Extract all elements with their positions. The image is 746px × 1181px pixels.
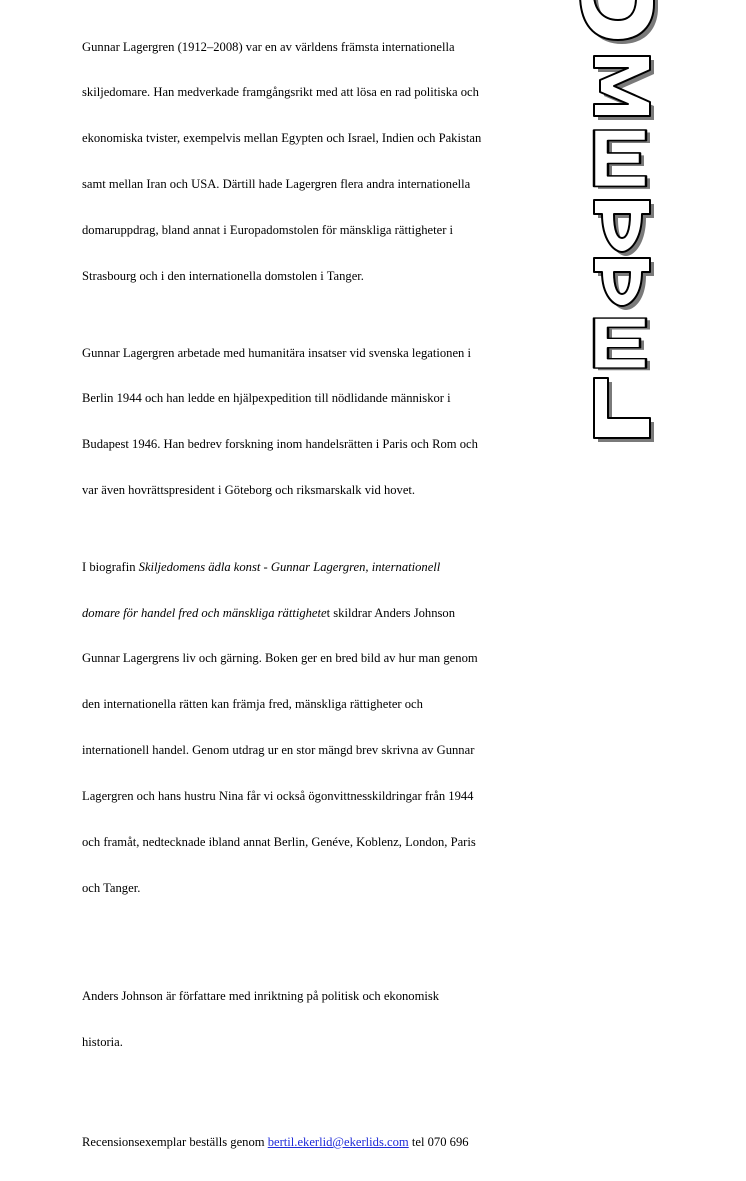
text-line: och framåt, nedtecknade ibland annat Berlin, Genéve, Koblenz, London, Paris [82,835,476,850]
text-fragment: t skildrar Anders Johnson [326,605,456,620]
bio-paragraph-1 [82,9,572,315]
book-title-continued: domare för handel fred och mänskliga rättighete [82,605,327,620]
text-line: historia. [82,1035,123,1050]
text-line: Berlin 1944 och han ledde en hjälpexpedition till nödlidande människor i [82,391,451,406]
text-line: Budapest 1946. Han bedrev forskning inom handelsrätten i Paris och Rom och [82,437,478,452]
text-line: var även hovrättspresident i Göteborg och riksmarskalk vid hovet. [82,483,416,498]
text-line: domaruppdrag, bland annat i Europadomstolen för mänskliga rättigheter i [82,223,454,238]
book-title: Skiljedomens ädla konst - Gunnar Lagergren, internationell [138,559,441,574]
text-line: Anders Johnson är författare med inriktning på politisk och ekonomisk [82,989,440,1004]
text-line: skiljedomare. Han medverkade framgångsrikt med att lösa en rad politiska och [82,85,479,100]
text-line [82,560,572,575]
text-fragment: Recensionsexemplar beställs genom [82,1134,268,1149]
spacer [82,927,572,959]
text-line: internationell handel. Genom utdrag ur en stor mängd brev skrivna av Gunnar [82,743,475,758]
text-line: Lagergren och hans hustru Nina får vi också ögonvittnesskildringar från 1944 [82,789,474,804]
text-line: och Tanger. [82,880,141,895]
text-line: samt mellan Iran och USA. Därtill hade Lagergren flera andra internationella [82,177,471,192]
email-link[interactable]: bertil.ekerlid@ekerlids.com [267,1134,409,1149]
banner-letter-d [594,200,654,256]
press-release-body [82,9,572,1181]
banner-letter-s [580,0,658,44]
banner-letter-m [594,56,654,120]
text-line: Strasbourg och i den internationella domstolen i Tanger. [82,269,364,284]
spacer [82,1081,572,1104]
text-fragment: tel 070 696 [408,1134,469,1149]
banner-letter-d [594,258,654,310]
text-fragment: I biografin [82,559,139,574]
banner-letter-l [594,378,654,442]
text-line: Gunnar Lagergren (1912–2008) var en av världens främsta internationella [82,39,455,54]
banner-letter-e [594,318,650,370]
text-line [82,606,572,621]
review-copy-paragraph [82,1104,572,1180]
text-line: ekonomiska tvister, exempelvis mellan Egypten och Israel, Indien och Pakistan [82,131,482,146]
banner-letter-e [594,130,650,189]
bio-paragraph-3 [82,529,572,927]
text-line: den internationella rätten kan främja fred, mänskliga rättigheter och [82,697,423,712]
press-release-banner [580,0,746,419]
bio-paragraph-2 [82,315,572,529]
author-paragraph [82,959,572,1081]
text-line: Gunnar Lagergrens liv och gärning. Boken ger en bred bild av hur man genom [82,651,478,666]
text-line [82,1135,572,1150]
banner-art [580,0,746,419]
text-line: Gunnar Lagergren arbetade med humanitära insatser vid svenska legationen i [82,345,471,360]
